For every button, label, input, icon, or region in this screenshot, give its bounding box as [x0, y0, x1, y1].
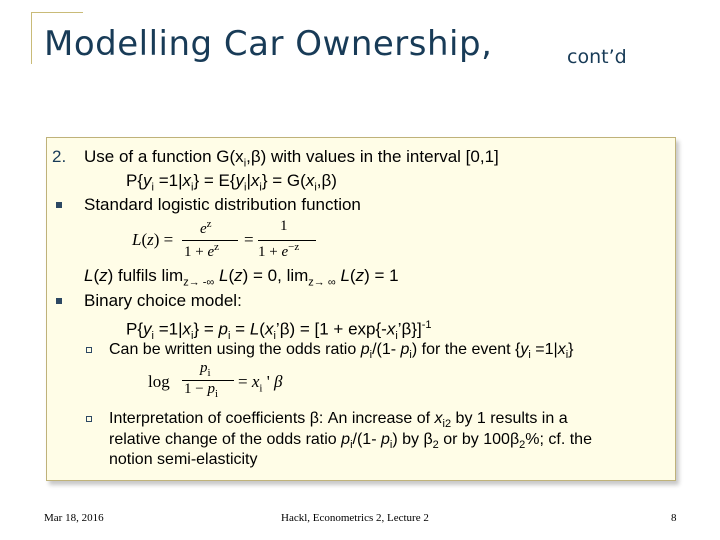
logistic-formula: L(z) = $e^z$ $1 + e^z$ = 1 $1 + e^{-z}$ — [132, 218, 322, 262]
bullet2-text: Binary choice model: — [84, 291, 242, 310]
slide-title: Modelling Car Ownership, — [44, 24, 493, 64]
bullet-square-icon — [56, 202, 62, 208]
binary-model-line: $P\{y_i =1|x_i\} = p_i$ = $L(x_i’\beta) = [1$ + $\exp\{-x_i’\beta\}]^{-1}$ — [126, 319, 432, 343]
title-accent-horizontal — [31, 12, 83, 13]
logodds-formula: log $p_i$ $1 - p_i$ = $x_i$ ' β — [148, 360, 283, 400]
lim-sub-pos: z→ ∞ — [308, 276, 336, 289]
sub-bullet-square-icon — [86, 347, 92, 353]
footer-course: Hackl, Econometrics 2, Lecture 2 — [281, 512, 429, 524]
binary-sup: -1 — [421, 319, 432, 331]
item2-line2: $P\{y_i =1|x_i\} = E\{y_i|x_i\} = G(x_i,\beta)$ — [126, 171, 337, 194]
item2-text-b: ,β) with values in the interval [0,1] — [246, 147, 499, 166]
limits-text: L(z) fulfils $\lim_{z\to -\infty} L(z) = 0$, $\lim_{z\to \infty} L(z) = 1$ — [84, 266, 399, 289]
item2-sub: i — [243, 157, 247, 170]
title-accent-vertical — [31, 12, 32, 64]
slide-title-suffix: cont’d — [567, 46, 627, 68]
page-number: 8 — [671, 512, 677, 524]
sub2-line2: relative change of the odds ratio $p_i/(1-$ $p_i$) by $\beta_2$ or by $100\beta_2\%$; cf. the — [109, 431, 592, 452]
bullet1-text: Standard logistic distribution function — [84, 195, 361, 214]
footer-date: Mar 18, 2016 — [44, 512, 104, 524]
sub2-line3: notion semi-elasticity — [109, 451, 258, 468]
sub2-line1: Interpretation of coefficients β: An increase of $x_{i2}$ by 1 results in a — [109, 410, 568, 431]
item2-text — [84, 147, 499, 173]
bullet-square-icon — [56, 298, 62, 304]
item2-text-a: Use of a function G(x — [84, 147, 244, 166]
lim-sub-neg: z→ -∞ — [183, 276, 215, 289]
sub1-text: Can be written using the odds ratio $p_i/(1-$ $p_i$) for the event $\{y_i =1|x_i\}$ — [109, 341, 574, 362]
item-number: 2. — [52, 147, 67, 166]
sub-bullet-square-icon — [86, 416, 92, 422]
